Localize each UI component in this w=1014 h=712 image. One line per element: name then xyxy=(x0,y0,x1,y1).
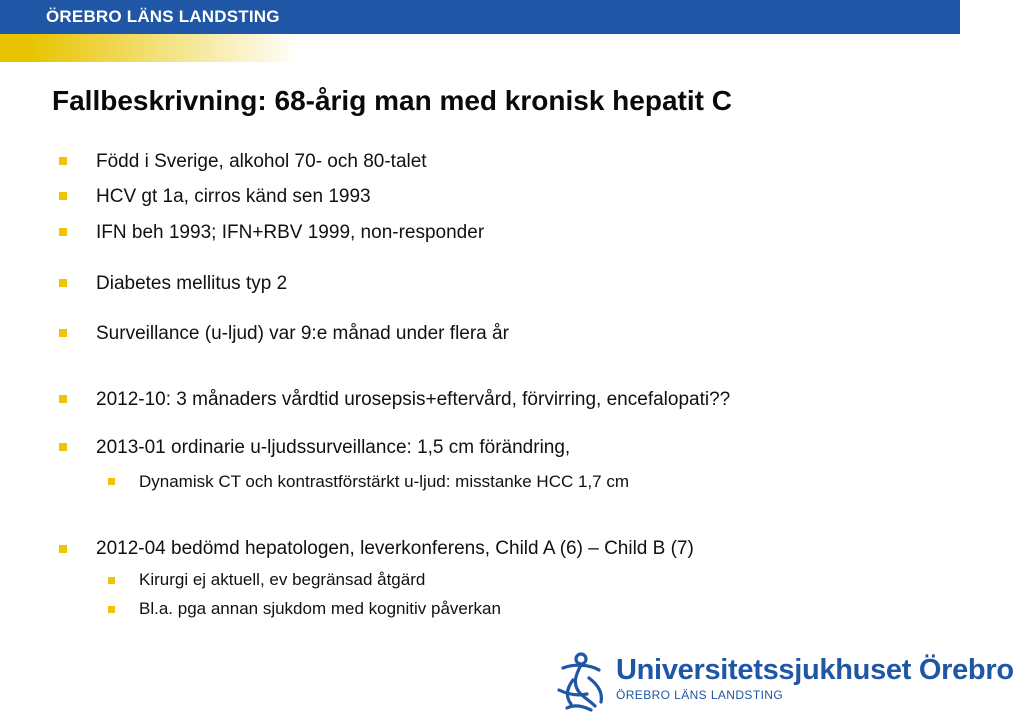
logo-name: Universitetssjukhuset Örebro xyxy=(616,654,1014,686)
bullet-square-icon xyxy=(59,443,67,451)
sub-bullet-item: Dynamisk CT och kontrastförstärkt u-ljud: misstanke HCC 1,7 cm xyxy=(139,472,629,491)
bullet-item: 2012-10: 3 månaders vårdtid urosepsis+eftervård, förvirring, encefalopati?? xyxy=(96,389,731,410)
sub-bullet-item: Bl.a. pga annan sjukdom med kognitiv påverkan xyxy=(139,599,501,618)
slide-title: Fallbeskrivning: 68-årig man med kronisk hepatit C xyxy=(52,85,732,116)
bullet-item: 2013-01 ordinarie u-ljudssurveillance: 1,5 cm förändring, xyxy=(96,437,571,458)
bullet-square-icon xyxy=(59,157,67,165)
bullet-item: 2012-04 bedömd hepatologen, leverkonferens, Child A (6) – Child B (7) xyxy=(96,538,694,559)
bullet-square-icon xyxy=(59,228,67,236)
header-org-name: ÖREBRO LÄNS LANDSTING xyxy=(46,7,280,26)
sub-bullet-square-icon xyxy=(108,478,115,485)
sub-bullet-item: Kirurgi ej aktuell, ev begränsad åtgärd xyxy=(139,570,426,589)
sub-bullet-square-icon xyxy=(108,577,115,584)
figure-logo-icon xyxy=(553,650,613,712)
bullet-item: Född i Sverige, alkohol 70- och 80-talet xyxy=(96,151,427,172)
bullet-square-icon xyxy=(59,329,67,337)
bullet-item: HCV gt 1a, cirros känd sen 1993 xyxy=(96,186,371,207)
accent-bar-fade xyxy=(0,34,960,62)
sub-bullet-square-icon xyxy=(108,606,115,613)
hospital-logo xyxy=(553,650,1014,712)
bullet-item: IFN beh 1993; IFN+RBV 1999, non-responder xyxy=(96,222,485,243)
bullet-square-icon xyxy=(59,192,67,200)
bullet-item: Diabetes mellitus typ 2 xyxy=(96,273,288,294)
bullet-square-icon xyxy=(59,279,67,287)
logo-subtitle: ÖREBRO LÄNS LANDSTING xyxy=(616,688,784,702)
bullet-square-icon xyxy=(59,545,67,553)
bullet-item: Surveillance (u-ljud) var 9:e månad under flera år xyxy=(96,323,509,344)
bullet-square-icon xyxy=(59,395,67,403)
